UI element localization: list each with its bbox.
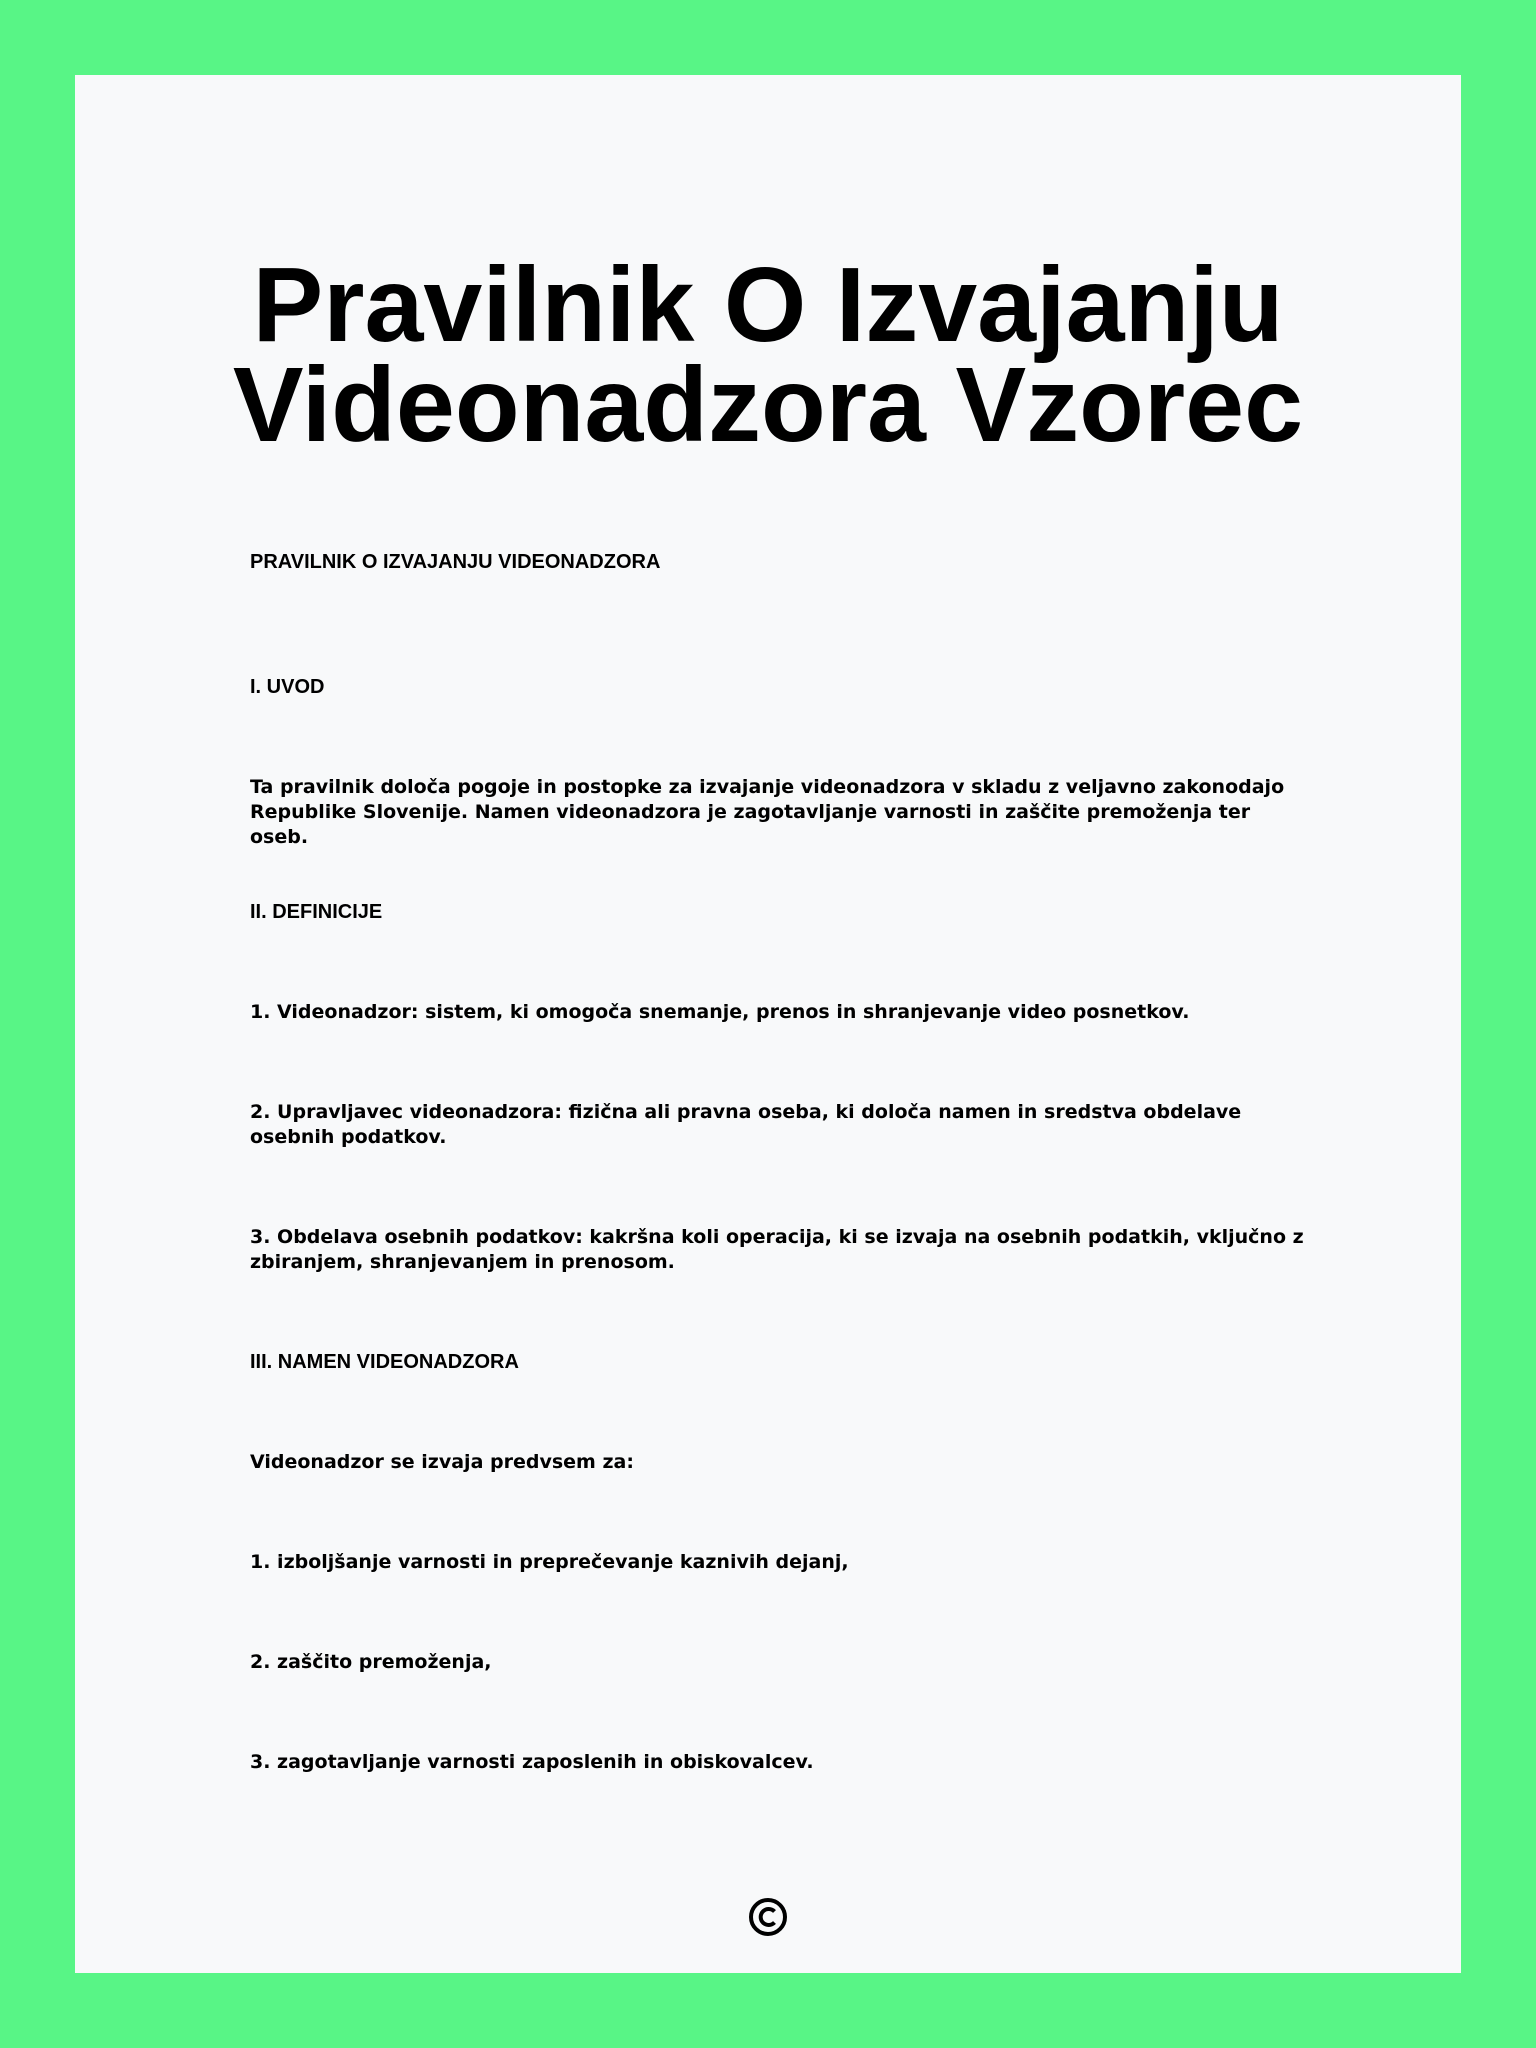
doc-heading: PRAVILNIK O IZVAJANJU VIDEONADZORA	[250, 551, 661, 573]
section-heading-definicije: II. DEFINICIJE	[250, 901, 383, 923]
definition-item: 1. Videonadzor: sistem, ki omogoča snemanje, prenos in shranjevanje video posnetkov.	[250, 1001, 1190, 1023]
document-body	[250, 75, 1310, 1973]
title-line-1: Pravilnik O Izvajanju	[252, 246, 1284, 364]
title-line-2: Videonadzora Vzorec	[232, 346, 1304, 464]
section-heading-uvod: I. UVOD	[250, 676, 325, 698]
intro-paragraph: Ta pravilnik določa pogoje in postopke za izvajanje videonadzora v skladu z veljavno zakonodajo Republike Slovenije. Namen videonadzora je zagotavljanje varnosti in zaščite premoženja ter oseb.	[250, 776, 1285, 848]
definition-item: 2. Upravljavec videonadzora: fizična ali pravna oseba, ki določa namen in sredstva obdelave osebnih podatkov.	[250, 1101, 1242, 1148]
footer	[75, 1897, 1461, 1942]
purpose-intro: Videonadzor se izvaja predvsem za:	[250, 1451, 634, 1473]
section-heading-namen: III. NAMEN VIDEONADZORA	[250, 1351, 519, 1373]
definition-item: 3. Obdelava osebnih podatkov: kakršna koli operacija, ki se izvaja na osebnih podatkih, vključno z zbiranjem, shranjevanjem in prenosom.	[250, 1226, 1304, 1273]
purpose-item: 1. izboljšanje varnosti in preprečevanje kaznivih dejanj,	[250, 1551, 849, 1573]
purpose-item: 3. zagotavljanje varnosti zaposlenih in obiskovalcev.	[250, 1751, 814, 1773]
purpose-item: 2. zaščito premoženja,	[250, 1651, 492, 1673]
copyright-icon	[748, 1897, 788, 1937]
document-page	[75, 75, 1461, 1973]
